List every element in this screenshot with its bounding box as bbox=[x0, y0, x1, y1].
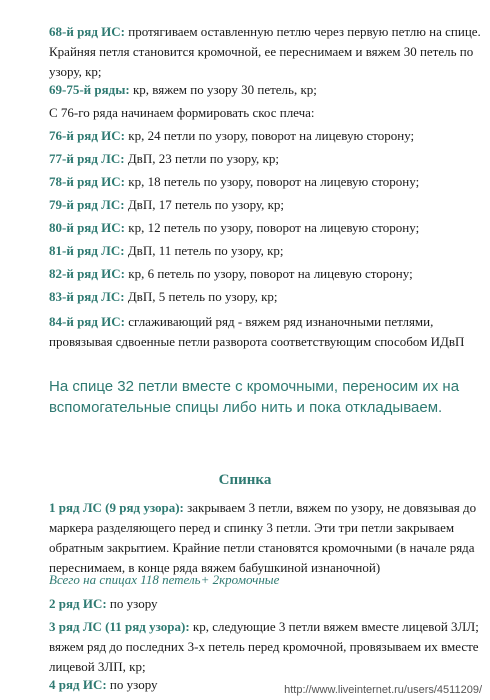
row-label: 1 ряд ЛС (9 ряд узора): bbox=[49, 500, 184, 515]
row-68 bbox=[49, 22, 481, 82]
row-text: кр, вяжем по узору 30 петель, кр; bbox=[129, 82, 317, 97]
row-text: кр, 12 петель по узору, поворот на лицевую сторону; bbox=[125, 220, 420, 235]
row-label: 2 ряд ИС: bbox=[49, 596, 107, 611]
row-69-75 bbox=[49, 80, 481, 100]
row-text: сглаживающий ряд - вяжем ряд изнаночными петлями, провязывая сдвоенные петли разворота соответствующим способом ИДвП bbox=[49, 314, 465, 349]
row-78 bbox=[49, 172, 481, 192]
row-79 bbox=[49, 195, 481, 215]
row-77 bbox=[49, 149, 481, 169]
row-label: 76-й ряд ИС: bbox=[49, 128, 125, 143]
row-text: ДвП, 5 петель по узору, кр; bbox=[124, 289, 278, 304]
stitch-note: На спице 32 петли вместе с кромочными, переносим их на вспомогательные спицы либо нить и пока откладываем. bbox=[49, 378, 460, 416]
row-label: 81-й ряд ЛС: bbox=[49, 243, 125, 258]
row-81 bbox=[49, 241, 481, 261]
row-text: закрываем 3 петли, вяжем по узору, не довязывая до маркера разделяющего перед и спинку 3 петли. Эти три петли закрываем обратным закрытием. Крайние петли становятся кромочными (в начале ряда переснимаем, в конце ряда вяжем бабушкиной изнаночной) bbox=[49, 500, 477, 575]
row-label: 84-й ряд ИС: bbox=[49, 314, 125, 329]
section-title: Спинка bbox=[218, 472, 272, 488]
row-label: 4 ряд ИС: bbox=[49, 677, 107, 692]
row-82 bbox=[49, 264, 481, 284]
row-label: 80-й ряд ИС: bbox=[49, 220, 125, 235]
row-text: ДвП, 11 петель по узору, кр; bbox=[124, 243, 284, 258]
row-text: ДвП, 23 петли по узору, кр; bbox=[124, 151, 279, 166]
row-text: кр, 6 петель по узору, поворот на лицевую сторону; bbox=[125, 266, 413, 281]
back-row-3 bbox=[49, 617, 481, 677]
row-label: 83-й ряд ЛС: bbox=[49, 289, 125, 304]
row-text: ДвП, 17 петель по узору, кр; bbox=[124, 197, 285, 212]
row-label: 82-й ряд ИС: bbox=[49, 266, 125, 281]
source-watermark: http://www.liveinternet.ru/users/4511209/ bbox=[284, 684, 482, 696]
row-label: 78-й ряд ИС: bbox=[49, 174, 125, 189]
row-text: кр, 24 петли по узору, поворот на лицевую сторону; bbox=[125, 128, 415, 143]
back-row-1 bbox=[49, 498, 481, 578]
row-text: по узору bbox=[106, 596, 158, 611]
row-text: протягиваем оставленную петлю через первую петлю на спице. Крайняя петля становится кромочной, ее переснимаем и вяжем 30 петель по узору, кр; bbox=[49, 24, 481, 79]
row-label: 68-й ряд ИС: bbox=[49, 24, 125, 39]
row-label: 77-й ряд ЛС: bbox=[49, 151, 125, 166]
row-text: кр, следующие 3 петли вяжем вместе лицевой 3ЛЛ; вяжем ряд до последних 3-х петель перед кромочной, провязываем их вместе лицевой 3ЛП, кр; bbox=[49, 619, 479, 674]
back-row-2 bbox=[49, 594, 481, 614]
row-text: кр, 18 петель по узору, поворот на лицевую сторону; bbox=[125, 174, 420, 189]
row-80 bbox=[49, 218, 481, 238]
row-76 bbox=[49, 126, 481, 146]
row-84 bbox=[49, 312, 481, 352]
row-label: 79-й ряд ЛС: bbox=[49, 197, 125, 212]
row-label: 3 ряд ЛС (11 ряд узора): bbox=[49, 619, 190, 634]
total-stitches-note: Всего на спицах 118 петель+ 2кромочные bbox=[49, 572, 280, 587]
row-label: 69-75-й ряды: bbox=[49, 82, 130, 97]
row-intro-76 bbox=[49, 103, 481, 123]
row-text: по узору bbox=[106, 677, 158, 692]
row-text: С 76-го ряда начинаем формировать скос плеча: bbox=[49, 105, 315, 120]
row-83 bbox=[49, 287, 481, 307]
